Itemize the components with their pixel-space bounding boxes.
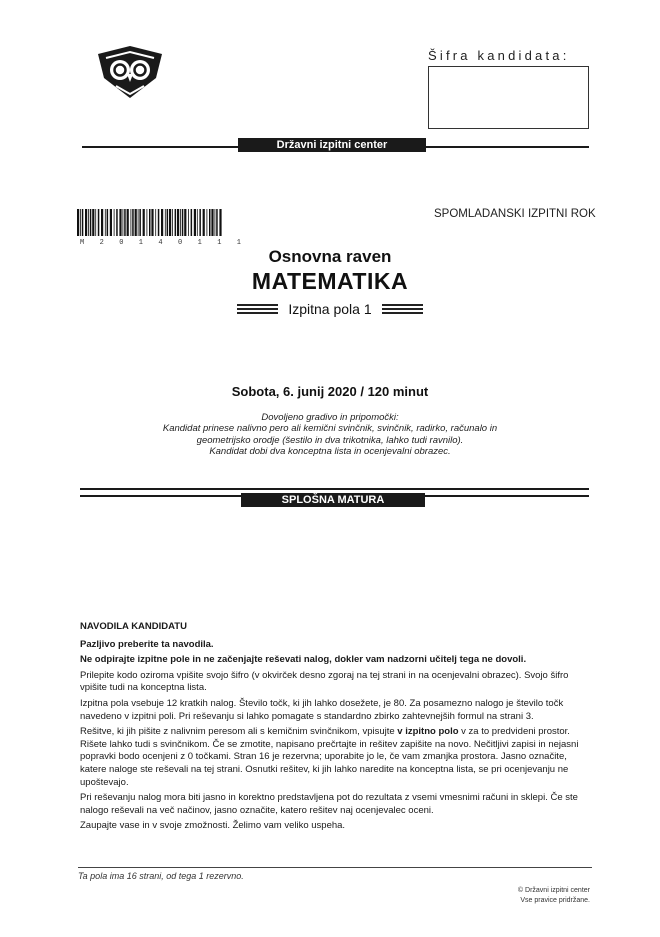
copyright-line: © Državni izpitni center: [517, 887, 590, 894]
barcode-icon: [77, 209, 223, 236]
instructions-paragraph: Izpitna pola vsebuje 12 kratkih nalog. Število točk, ki jih lahko dosežete, je 80. Za posamezno nalogo je število točk navedeno v izpitni poli. Pri reševanju si lahko pomagate s standardno zbirko zahtevnejših formul na strani 3.: [80, 697, 564, 722]
copyright-line: Vse pravice pridržane.: [520, 897, 590, 904]
allowed-line: Kandidat prinese nalivno pero ali kemični svinčnik, svinčnik, radirko, računalo in: [162, 423, 498, 435]
instructions-text: v za to predvideni prostor. Rišete lahko tudi s svinčnikom. Če se zmotite, napisano prečrtajte in rešitev zapišite na novo. Nečitljivi zapisi in nejasni popravki bodo ocenjeni z 0 točkami. Stran 16 je rezervna; uporabite jo le, če vam zmanjka prostora. Jasno označite, katere naloge ste reševali na tej strani. Osnutki rešitev, ki jih lahko naredite na konceptna lista, se pri ocenjevanju ne upoštevajo.: [80, 726, 579, 788]
footer-divider: [78, 867, 592, 868]
exam-subject: MATEMATIKA: [251, 268, 409, 294]
allowed-line: Dovoljeno gradivo in pripomočki:: [261, 412, 399, 423]
exam-term: SPOMLADANSKI IZPITNI ROK: [434, 208, 596, 220]
paper-title-row: [0, 300, 660, 318]
barcode-number: M 2 0 1 4 0 1 1 1: [80, 239, 247, 247]
instructions-emphasis: v izpitno polo: [397, 726, 459, 738]
candidate-code-label: Šifra kandidata:: [428, 48, 570, 63]
instructions-text: Rešitve, ki jih pišite z nalivnim peresom ali s kemičnim svinčnikom, vpisujte: [80, 726, 398, 738]
instructions-do-not-open: Ne odpirajte izpitne pole in ne začenjajte reševati nalog, dokler vam nadzorni učitelj tega ne dovoli.: [80, 654, 527, 666]
exam-level: Osnovna raven: [268, 247, 392, 266]
exam-date: Sobota, 6. junij 2020 / 120 minut: [231, 384, 429, 399]
ric-owl-logo-icon: [94, 44, 166, 100]
allowed-materials: [0, 412, 660, 458]
center-name-band: Državni izpitni center: [238, 138, 426, 152]
exam-paper: Izpitna pola 1: [288, 300, 372, 317]
instructions-paragraph: Prilepite kodo oziroma vpišite svojo šifro (v okvirček desno zgoraj na tej strani in na ocenjevalni obrazec). Svojo šifro vpišite tudi na konceptna lista.: [80, 669, 569, 694]
matura-band: SPLOŠNA MATURA: [241, 493, 425, 507]
allowed-line: Kandidat dobi dva konceptna lista in ocenjevalni obrazec.: [209, 446, 451, 458]
instructions-paragraph: Zaupajte vase in v svoje zmožnosti. Želimo vam veliko uspeha.: [80, 820, 346, 832]
candidate-instructions: [80, 621, 592, 836]
paper-left-lines: [237, 302, 278, 316]
matura-divider-top: [80, 488, 589, 490]
instructions-paragraph: [80, 726, 592, 789]
paper-right-lines: [382, 302, 423, 316]
instructions-paragraph: Pri reševanju nalog mora biti jasno in korektno predstavljena pot do rezultata z vsemi vmesnimi računi in sklepi. Če ste nalogo reševali na več načinov, jasno označite, katero rešitev naj ocenjevalec oceni.: [80, 792, 578, 816]
page-count-note: Ta pola ima 16 strani, od tega 1 rezervno.: [78, 871, 244, 881]
allowed-line: geometrijsko orodje (šestilo in dva trikotnika, lahko tudi ravnilo).: [196, 434, 464, 446]
copyright: [470, 886, 590, 906]
candidate-code-box[interactable]: [428, 66, 589, 129]
instructions-read-carefully: Pazljivo preberite ta navodila.: [80, 638, 214, 650]
instructions-title: NAVODILA KANDIDATU: [80, 621, 187, 632]
